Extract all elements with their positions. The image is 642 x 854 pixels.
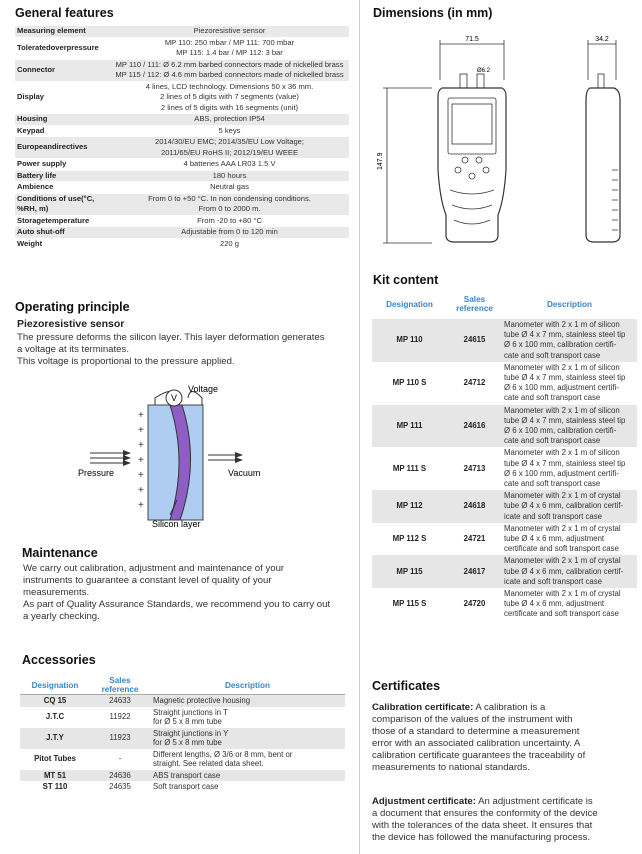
text-line: Manometer with 2 x 1 m of silicon: [504, 320, 620, 329]
connector-dimension: Ø6.2: [477, 68, 491, 74]
description-cell: [502, 523, 637, 556]
feature-row: [15, 182, 349, 194]
feature-key: [15, 193, 110, 215]
silicon-layer-label: Silicon layer: [152, 519, 201, 529]
designation-cell: MT 51: [20, 770, 90, 782]
text-line: From 0 to 2000 m.: [198, 204, 261, 213]
reference-cell: -: [118, 754, 122, 764]
text-line: Battery life: [17, 170, 57, 180]
feature-key: [15, 182, 110, 194]
text-line: Conditions of use: [17, 193, 82, 203]
vacuum-label: Vacuum: [228, 468, 261, 478]
designation-cell: MP 111 S: [392, 463, 427, 473]
col-description: Description: [546, 299, 593, 309]
designation-cell: MP 115 S: [392, 599, 427, 609]
text-line: tube Ø 4 x 7 mm, stainless steel tip: [504, 458, 626, 468]
feature-row: [15, 159, 349, 171]
text-line: a document that ensures the conformity of the device: [372, 808, 598, 819]
text-line: Display: [17, 92, 45, 101]
text-line: ABS transport case: [153, 770, 221, 780]
description-cell: [502, 405, 637, 448]
text-line: tube Ø 4 x 6 mm, adjustment: [504, 599, 605, 609]
text-line: As part of Quality Assurance Standards, we recommend you to carry out: [23, 599, 331, 610]
designation-cell: J.T.C: [45, 712, 65, 722]
feature-key: [15, 37, 110, 59]
text-line: certificate and soft transport case: [504, 544, 619, 554]
description-cell: [150, 749, 345, 770]
text-line: Manometer with 2 x 1 m of silicon: [504, 362, 620, 372]
feature-value: [110, 26, 349, 37]
text-line: instruments to guarantee a constant level of quality of your: [23, 575, 272, 586]
text-line: This voltage is proportional to the pressure applied.: [17, 356, 235, 367]
feature-value: [110, 193, 349, 215]
table-row: [372, 555, 637, 588]
designation-cell: Pitot Tubes: [34, 754, 76, 764]
text-line: a yearly checking.: [23, 611, 100, 622]
text-line: Ø 6 x 100 mm, calibration certifi-: [504, 340, 617, 350]
text-line: We carry out calibration, adjustment and maintenance of your: [23, 563, 285, 574]
text-line: icate and soft transport case: [504, 511, 602, 521]
feature-value: [110, 238, 349, 250]
feature-row: [15, 238, 349, 250]
text-line: tube Ø 4 x 6 mm, calibration certif-: [504, 566, 624, 576]
feature-key: [15, 238, 110, 250]
text-line: (°C, %RH, m): [17, 193, 95, 213]
reference-cell: 24615: [447, 319, 502, 362]
table-row: [20, 707, 345, 728]
text-line: From -20 to +80 °C: [197, 215, 262, 225]
table-row: [372, 362, 637, 405]
reference-cell: 24713: [463, 463, 486, 473]
designation-cell: J.T.Y: [20, 728, 90, 749]
text-line: Straight junctions in T: [153, 707, 228, 717]
feature-row: [15, 26, 349, 37]
text-line: Manometer with 2 x 1 m of crystal: [504, 556, 621, 566]
text-line: MP 115: 1.4 bar / MP 112: 3 bar: [176, 48, 283, 57]
table-row: [20, 781, 345, 793]
text-line: cate and soft transport case: [504, 393, 601, 403]
text-line: calibration certificate guarantees the traceability of: [372, 750, 586, 761]
description-cell: [502, 447, 637, 490]
svg-text:+: +: [138, 485, 144, 496]
text-line: An adjustment certificate is: [475, 796, 593, 807]
text-line: Tolerated: [17, 42, 51, 52]
designation-cell: MP 112: [372, 490, 447, 523]
description-cell: [502, 555, 637, 588]
text-line: error with an associated calibration uncertainty. A: [372, 738, 581, 749]
kit-content-table: [372, 295, 637, 621]
feature-value: [110, 215, 349, 227]
reference-cell: 11922: [109, 712, 131, 722]
voltage-label: Voltage: [188, 384, 219, 394]
feature-row: [15, 114, 349, 126]
text-line: the device has followed the manufacturing process.: [372, 832, 591, 843]
text-line: European: [17, 142, 53, 152]
text-line: overpressure: [50, 42, 99, 52]
designation-cell: MP 115: [372, 555, 447, 588]
reference-cell: 24616: [447, 405, 502, 448]
feature-row: [15, 215, 349, 227]
text-line: cate and soft transport case: [504, 479, 601, 489]
sensor-diagram: [70, 380, 290, 535]
text-line: 2014/30/EU EMC; 2014/35/EU Low Voltage;: [154, 137, 305, 146]
text-line: Ø 6 x 100 mm, adjustment certifi-: [504, 383, 619, 393]
reference-cell: 24635: [109, 782, 131, 791]
text-line: Magnetic protective housing: [153, 696, 251, 705]
feature-key: [15, 137, 110, 159]
text-line: 220 g: [219, 238, 239, 248]
text-line: Measuring element: [17, 26, 86, 35]
text-line: tube Ø 4 x 6 mm, calibration certif-: [504, 501, 624, 511]
designation-cell: ST 110: [42, 782, 68, 791]
text-line: for Ø 5 x 8 mm tube: [153, 717, 222, 726]
designation-cell: MP 110 S: [392, 378, 427, 388]
reference-cell: 24712: [463, 378, 486, 388]
description-cell: [502, 588, 637, 621]
reference-cell: 24633: [90, 695, 150, 707]
text-line: MP 110 / 111: Ø 6.2 mm barbed connectors made of nickelled brass: [115, 59, 344, 69]
text-line: 2011/65/EU RoHS II; 2012/19/EU WEEE: [160, 147, 299, 157]
feature-key: [15, 159, 110, 171]
column-divider: [359, 0, 360, 854]
feature-row: [15, 137, 349, 159]
description-cell: [150, 781, 345, 793]
width-dimension: 71.5: [465, 36, 479, 43]
feature-key: [15, 125, 110, 137]
designation-cell: MP 111: [372, 405, 447, 448]
table-row: [372, 319, 637, 362]
text-line: 180 hours: [212, 170, 247, 180]
text-line: temperature: [45, 215, 90, 225]
reference-cell: 24617: [447, 555, 502, 588]
text-line: Soft transport case: [153, 782, 219, 791]
text-line: directives: [52, 142, 88, 152]
text-line: for Ø 5 x 8 mm tube: [153, 738, 222, 747]
feature-value: [110, 125, 349, 137]
dimensions-title: Dimensions (in mm): [373, 6, 493, 20]
adjustment-label: Adjustment certificate:: [372, 796, 476, 807]
text-line: measurements.: [23, 587, 90, 598]
text-line: tube Ø 4 x 7 mm, stainless steel tip: [504, 373, 626, 383]
description-cell: [502, 362, 637, 405]
text-line: Ø 6 x 100 mm, adjustment certifi-: [504, 468, 619, 478]
table-row: [20, 770, 345, 782]
text-line: Weight: [17, 238, 43, 248]
text-line: cate and soft transport case: [504, 436, 601, 446]
kit-content-title: Kit content: [373, 273, 439, 287]
text-line: Piezoresistive sensor: [193, 26, 266, 35]
feature-value: [110, 114, 349, 126]
text-line: straight. See related data sheet.: [153, 759, 264, 768]
text-line: Housing: [17, 114, 48, 123]
feature-value: [110, 170, 349, 182]
plus-signs: [138, 410, 144, 511]
svg-text:+: +: [138, 425, 144, 436]
designation-cell: MP 112 S: [392, 534, 427, 544]
feature-row: [15, 81, 349, 114]
calibration-paragraph: [372, 702, 637, 774]
text-line: MP 115 / 112: Ø 4.6 mm barbed connectors made of nickelled brass: [115, 70, 344, 79]
text-line: cate and soft transport case: [504, 350, 601, 360]
col-description: Description: [150, 676, 345, 695]
svg-text:+: +: [138, 410, 144, 421]
table-row: [372, 490, 637, 523]
table-row: [20, 695, 345, 707]
text-line: Manometer with 2 x 1 m of silicon: [504, 448, 620, 458]
feature-key: [15, 227, 110, 239]
description-cell: [150, 707, 345, 728]
table-row: [372, 523, 637, 556]
table-row: [372, 447, 637, 490]
calibration-label: Calibration certificate:: [372, 702, 474, 713]
certificates-title: Certificates: [372, 679, 441, 693]
svg-text:+: +: [138, 500, 144, 511]
feature-value: [110, 37, 349, 59]
text-line: 5 keys: [218, 125, 241, 135]
feature-value: [110, 137, 349, 159]
designation-cell: CQ 15: [20, 695, 90, 707]
description-cell: [502, 319, 637, 362]
table-row: [20, 728, 345, 749]
depth-dimension: 34.2: [595, 36, 609, 43]
text-line: comparison of the values of the instrument with: [372, 714, 573, 725]
text-line: Different lengths, Ø 3/6 or 8 mm, bent or: [153, 749, 293, 759]
feature-key: [15, 215, 110, 227]
feature-row: [15, 37, 349, 59]
reference-cell: 24618: [447, 490, 502, 523]
text-line: Manometer with 2 x 1 m of silicon: [504, 405, 620, 415]
reference-cell: 24720: [463, 599, 486, 609]
text-line: Adjustable from 0 to 120 min: [181, 227, 278, 236]
col-designation: Designation: [20, 676, 90, 695]
text-line: From 0 to +50 °C. In non condensing conditions.: [148, 193, 311, 203]
operating-text: [17, 332, 325, 368]
svg-text:+: +: [138, 440, 144, 451]
general-features-title: General features: [15, 6, 114, 20]
text-line: tube Ø 4 x 7 mm, stainless steel tip: [504, 415, 626, 425]
feature-row: [15, 227, 349, 239]
text-line: Manometer with 2 x 1 m of crystal: [504, 523, 621, 533]
feature-value: [110, 81, 349, 114]
text-line: Manometer with 2 x 1 m of crystal: [504, 491, 621, 501]
table-row: [372, 588, 637, 621]
maintenance-text: [23, 563, 330, 623]
description-cell: [150, 695, 345, 707]
feature-row: [15, 59, 349, 81]
text-line: with the tolerances of the data sheet. It ensures that: [372, 820, 593, 831]
text-line: 4 lines, LCD technology. Dimensions 50 x 36 mm.: [145, 81, 314, 91]
accessories-table: [20, 676, 345, 793]
reference-cell: 11923: [90, 728, 150, 749]
text-line: measurements to national standards.: [372, 762, 530, 773]
text-line: Neutral gas: [210, 182, 249, 191]
text-line: Auto shut-off: [17, 227, 65, 236]
text-line: certificate and soft transport case: [504, 609, 619, 619]
feature-key: [15, 114, 110, 126]
table-row: [372, 405, 637, 448]
operating-principle-title: Operating principle: [15, 300, 130, 314]
text-line: Straight junctions in Y: [153, 728, 229, 738]
operating-subtitle: Piezoresistive sensor: [17, 318, 125, 330]
col-designation: Designation: [386, 299, 433, 309]
adjustment-paragraph: [372, 796, 637, 844]
text-line: 2 lines of 5 digits with 16 segments (unit): [160, 102, 299, 112]
voltmeter-label: V: [170, 393, 178, 403]
text-line: Power supply: [17, 159, 67, 168]
description-cell: [150, 770, 345, 782]
feature-key: [15, 59, 110, 81]
col-reference: Sales reference: [90, 676, 150, 695]
pressure-label: Pressure: [78, 468, 115, 478]
text-line: MP 110: 250 mbar / MP 111: 700 mbar: [164, 37, 295, 47]
text-line: ABS, protection IP54: [194, 114, 265, 123]
designation-cell: MP 110: [372, 319, 447, 362]
text-line: a voltage at its terminates.: [17, 344, 129, 355]
feature-row: [15, 125, 349, 137]
text-line: Connector: [17, 64, 55, 74]
feature-value: [110, 159, 349, 171]
description-cell: [150, 728, 345, 749]
text-line: those of a standard to determine a measurement: [372, 726, 580, 737]
svg-text:+: +: [138, 470, 144, 481]
text-line: 4 batteries AAA LR03 1.5 V: [183, 159, 276, 168]
description-cell: [502, 490, 637, 523]
text-line: tube Ø 4 x 6 mm, adjustment: [504, 534, 605, 544]
svg-text:+: +: [138, 455, 144, 466]
text-line: icate and soft transport case: [504, 576, 602, 586]
maintenance-title: Maintenance: [22, 546, 98, 560]
text-line: 2 lines of 5 digits with 7 segments (value): [160, 92, 299, 101]
text-line: tube Ø 4 x 7 mm, stainless steel tip: [504, 330, 626, 340]
dimensions-drawing: [372, 30, 637, 250]
text-line: Ambience: [17, 182, 54, 191]
accessories-title: Accessories: [22, 653, 96, 667]
feature-row: [15, 170, 349, 182]
feature-key: [15, 170, 110, 182]
text-line: Keypad: [17, 125, 45, 135]
feature-row: [15, 193, 349, 215]
text-line: The pressure deforms the silicon layer. This layer deformation generates: [17, 332, 325, 343]
general-features-table: [15, 26, 349, 250]
text-line: Manometer with 2 x 1 m of crystal: [504, 589, 621, 599]
feature-key: [15, 26, 110, 37]
text-line: Storage: [17, 215, 46, 225]
feature-value: [110, 227, 349, 239]
feature-value: [110, 182, 349, 194]
col-reference: Sales reference: [456, 295, 493, 313]
text-line: A calibration is a: [473, 702, 546, 713]
table-row: [20, 749, 345, 770]
reference-cell: 24721: [463, 534, 486, 544]
height-dimension: 147.9: [377, 152, 384, 170]
reference-cell: 24636: [90, 770, 150, 782]
text-line: Ø 6 x 100 mm, calibration certifi-: [504, 426, 617, 436]
feature-value: [110, 59, 349, 81]
feature-key: [15, 81, 110, 114]
